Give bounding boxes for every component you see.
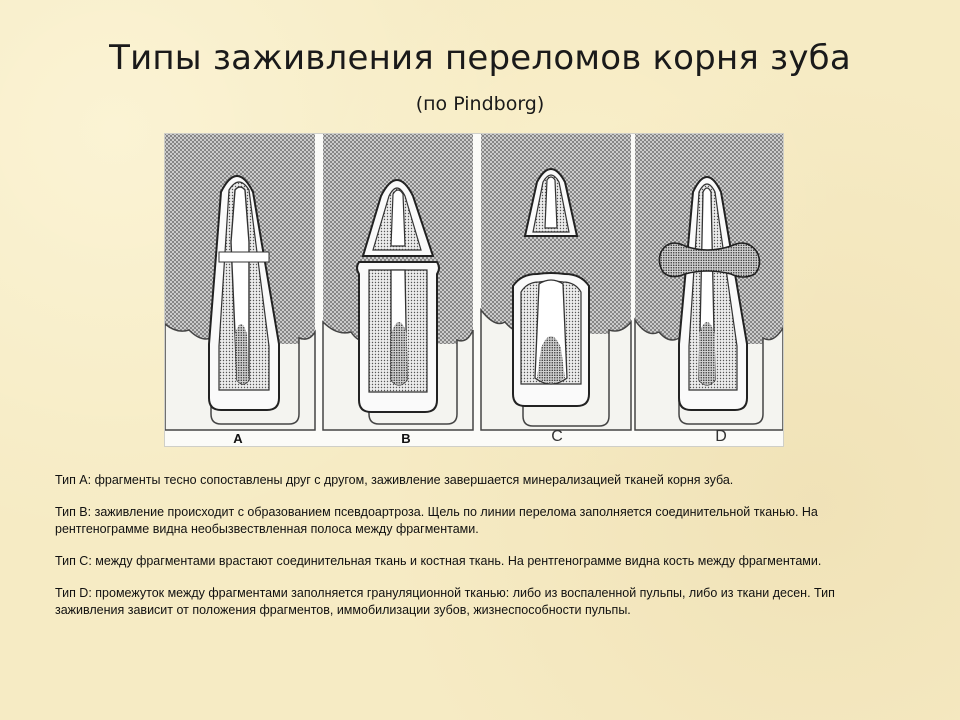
description-type-c: Тип C: между фрагментами врастают соединительная ткань и костная ткань. На рентгенограмме видна кость между фрагментами. bbox=[55, 554, 822, 568]
panel-d bbox=[635, 134, 783, 445]
description-type-a: Тип A: фрагменты тесно сопоставлены друг с другом, заживление завершается минерализацией тканей корня зуба. bbox=[55, 473, 734, 487]
slide-subtitle: (по Pindborg) bbox=[415, 93, 545, 115]
root-fracture-figure bbox=[164, 133, 784, 447]
description-type-b: Тип B: заживление происходит с образованием псевдоартроза. Щель по линии перелома заполняется соединительной тканью. На рентгенограмме видна необызвествленная полоса между фрагментами. bbox=[55, 505, 818, 536]
description-type-d: Тип D: промежуток между фрагментами заполняется грануляционной тканью: либо из воспаленной пульпы, либо из ткани десен. Тип заживления зависит от положения фрагментов, иммобилизации зубов, жизнеспособности пульпы. bbox=[55, 586, 835, 617]
panel-a bbox=[165, 134, 315, 446]
label-d: D bbox=[715, 428, 727, 445]
panel-b bbox=[323, 134, 473, 446]
panel-c bbox=[481, 134, 631, 445]
fracture-diagram bbox=[165, 134, 783, 446]
label-c: C bbox=[551, 428, 563, 445]
label-b: B bbox=[401, 431, 411, 446]
description-block bbox=[55, 472, 905, 634]
label-a: A bbox=[233, 431, 243, 446]
slide-title: Типы заживления переломов корня зуба bbox=[109, 38, 851, 78]
